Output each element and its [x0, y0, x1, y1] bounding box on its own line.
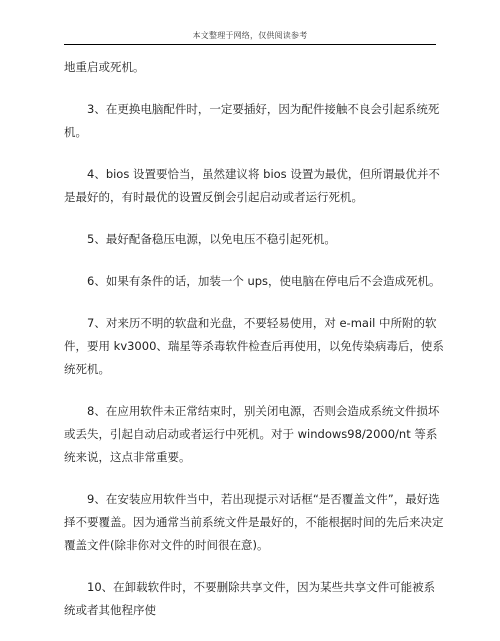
paragraph-tip-8: 8、在应用软件未正常结束时，别关闭电源，否则会造成系统文件损坏或丢失，引起自动启动或者运行中死机。对于 windows98/2000/nt 等系统来说，这点非常重要。 — [64, 404, 440, 464]
paragraph-tip-3: 3、在更换电脑配件时，一定要插好，因为配件接触不良会引起系统死机。 — [64, 102, 440, 139]
paragraph-continuation: 地重启或死机。 — [64, 60, 145, 74]
paragraph-tip-5: 5、最好配备稳压电源，以免电压不稳引起死机。 — [87, 232, 336, 246]
paragraph-tip-6: 6、如果有条件的话，加装一个 ups，使电脑在停电后不会造成死机。 — [87, 274, 441, 288]
paragraph-tip-7: 7、对来历不明的软盘和光盘，不要轻易使用，对 e-mail 中所附的软件，要用 kv3000、瑞星等杀毒软件检查后再使用，以免传染病毒后，使系统死机。 — [64, 316, 444, 376]
paragraph-tip-10: 10、在卸载软件时，不要删除共享文件，因为某些共享文件可能被系统或者其他程序使 — [64, 580, 436, 617]
document-body — [64, 56, 445, 641]
page-header: 本文整理于网络，仅供阅读参考 — [192, 31, 308, 40]
paragraph-tip-9: 9、在安装应用软件当中，若出现提示对话框“是否覆盖文件”，最好选择不要覆盖。因为通常当前系统文件是最好的，不能根据时间的先后来决定覆盖文件(除非你对文件的时间很在意)。 — [64, 492, 444, 552]
header-divider — [64, 44, 436, 45]
paragraph-tip-4: 4、bios 设置要恰当，虽然建议将 bios 设置为最优，但所谓最优并不是最好的，有时最优的设置反倒会引起启动或者运行死机。 — [64, 167, 440, 204]
